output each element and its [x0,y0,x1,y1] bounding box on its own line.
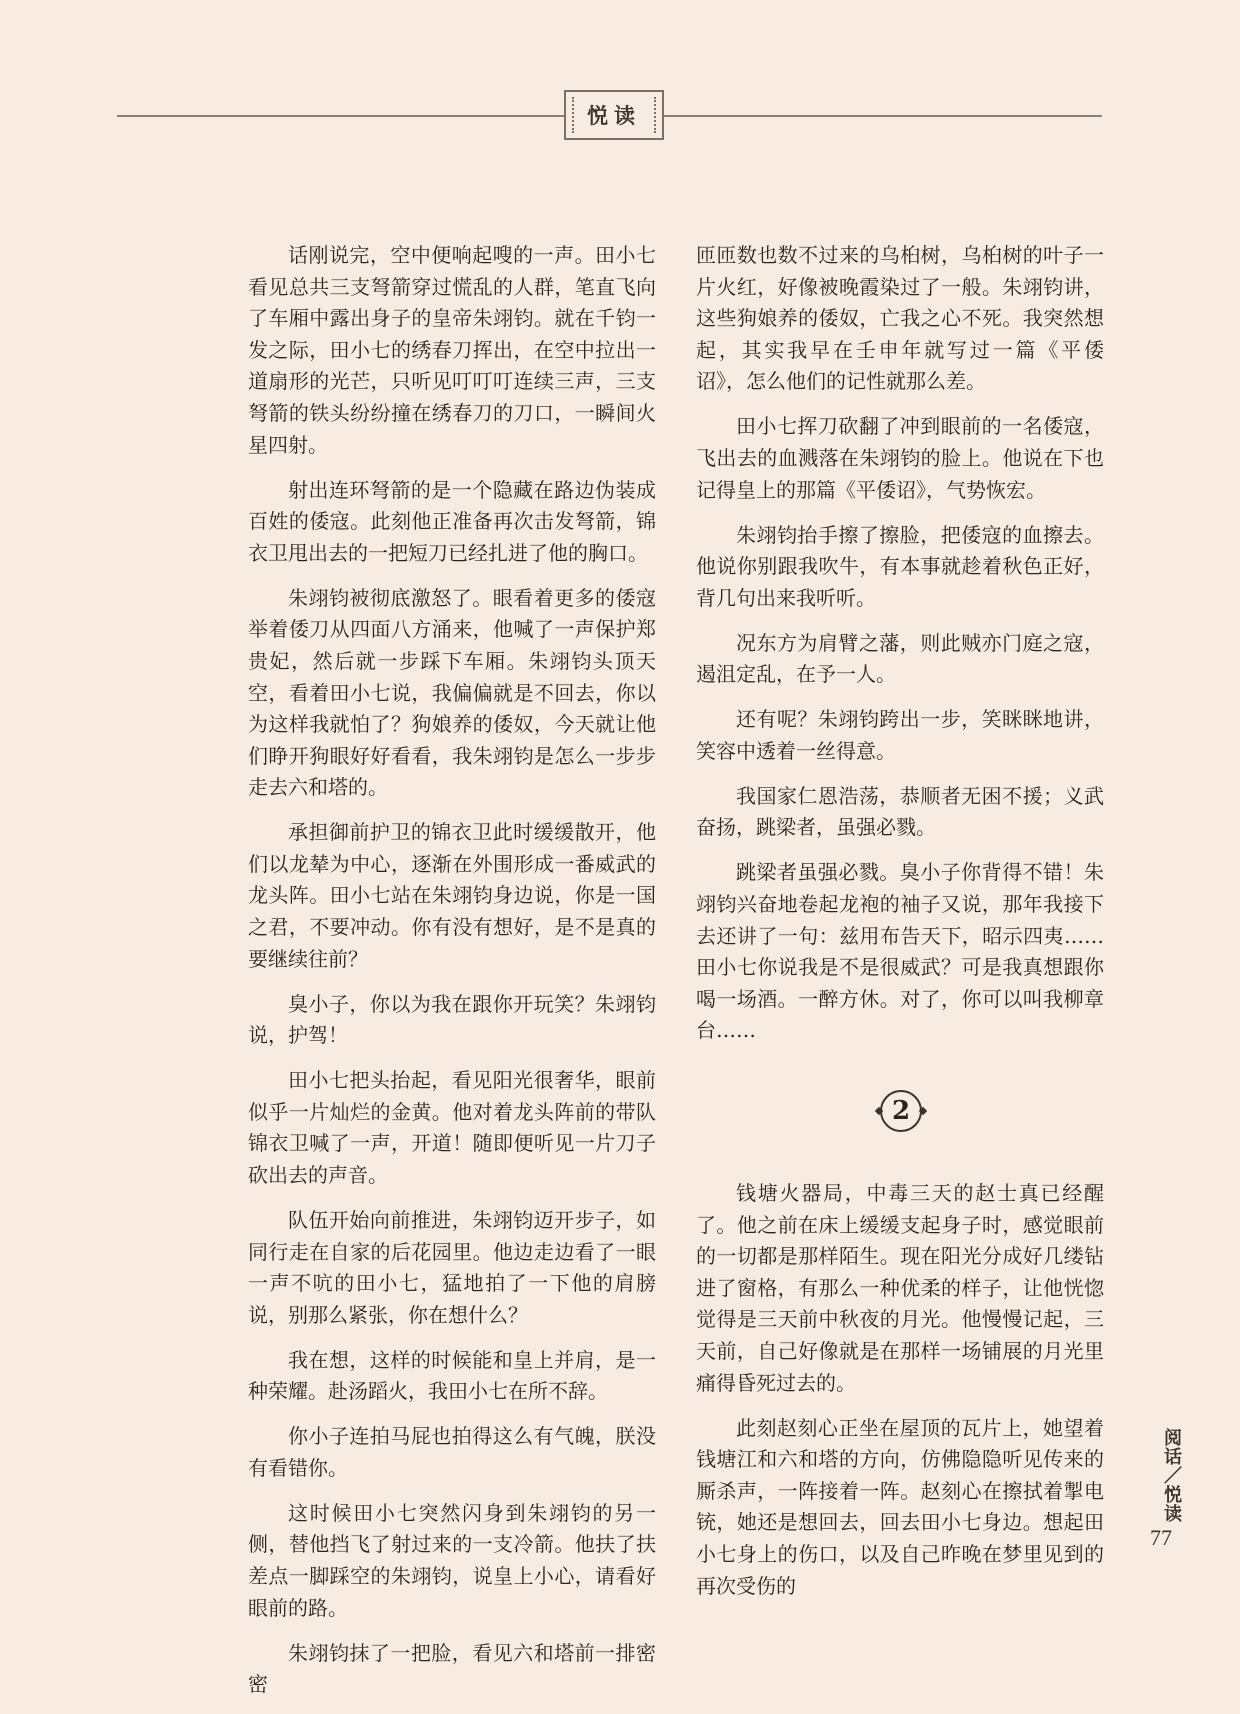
header-rule-right [664,115,1102,117]
paragraph: 臭小子，你以为我在跟你开玩笑？朱翊钧说，护驾！ [248,991,656,1048]
paragraph: 队伍开始向前推进，朱翊钧迈开步子，如同行走在自家的后花园里。他边走边看了一眼一声不吭的田小七，猛地拍了一下他的肩膀说，别那么紧张，你在想什么？ [248,1207,656,1327]
paragraph: 跳梁者虽强必戮。臭小子你背得不错！朱翊钧兴奋地卷起龙袍的袖子又说，那年我接下去还讲了一句：兹用布告天下，昭示四夷……田小七你说我是不是很威武？可是我真想跟你喝一场酒。一醉方休。对了，你可以叫我柳章台…… [696,860,1104,1043]
paragraph: 我国家仁恩浩荡，恭顺者无困不援；义武奋扬，跳梁者，虽强必戮。 [696,783,1104,840]
right-column-bottom [696,1178,1104,1616]
section-title: 悦读 [587,103,641,128]
section-number: 2 [891,1096,911,1126]
section-number-badge [880,1090,922,1132]
paragraph: 此刻赵刻心正坐在屋顶的瓦片上，她望着钱塘江和六和塔的方向，仿佛隐隐听见传来的厮杀声，一阵接着一阵。赵刻心在擦拭着掣电铳，她还是想回去，回去田小七身边。想起田小七身上的伤口，以及自己昨晚在梦里见到的再次受伤的 [696,1415,1104,1598]
left-column [248,240,656,1714]
paragraph: 我在想，这样的时候能和皇上并肩，是一种荣耀。赴汤蹈火，我田小七在所不辞。 [248,1347,656,1404]
column-side-label: 阅话／悦读 [1161,1428,1182,1523]
paragraph: 你小子连拍马屁也拍得这么有气魄，朕没有看错你。 [248,1424,656,1480]
page-number: 77 [1150,1525,1172,1550]
paragraph: 况东方为肩臂之藩，则此贼亦门庭之寇，遏沮定乱，在予一人。 [696,630,1104,687]
paragraph: 田小七把头抬起，看见阳光很奢华，眼前似乎一片灿烂的金黄。他对着龙头阵前的带队锦衣卫喊了一声，开道！随即便听见一片刀子砍出去的声音。 [248,1068,656,1187]
paragraph: 匝匝数也数不过来的乌桕树，乌桕树的叶子一片火红，好像被晚霞染过了一般。朱翊钧讲，这些狗娘养的倭奴，亡我之心不死。我突然想起，其实我早在壬申年就写过一篇《平倭诏》，怎么他们的记性就那么差。 [696,243,1104,394]
paragraph: 还有呢？朱翊钧跨出一步，笑眯眯地讲，笑容中透着一丝得意。 [696,707,1104,763]
paragraph: 钱塘火器局，中毒三天的赵士真已经醒了。他之前在床上缓缓支起身子时，感觉眼前的一切都是那样陌生。现在阳光分成好几缕钻进了窗格，有那么一种优柔的样子，让他恍惚觉得是三天前中秋夜的月光。他慢慢记起，三天前，自己好像就是在那样一场铺展的月光里痛得昏死过去的。 [696,1181,1104,1395]
paragraph: 这时候田小七突然闪身到朱翊钧的另一侧，替他挡飞了射过来的一支冷箭。他扶了扶差点一脚踩空的朱翊钧，说皇上小心，请看好眼前的路。 [248,1500,656,1620]
header-rule-left [117,115,564,117]
paragraph: 朱翊钧抬手擦了擦脸，把倭寇的血擦去。他说你别跟我吹牛，有本事就趁着秋色正好，背几句出来我听听。 [696,522,1104,610]
right-column-top [696,240,1104,1060]
paragraph: 话刚说完，空中便响起嗖的一声。田小七看见总共三支弩箭穿过慌乱的人群，笔直飞向了车厢中露出身子的皇帝朱翊钧。就在千钧一发之际，田小七的绣春刀挥出，在空中拉出一道扇形的光芒，只听见叮叮叮连续三声，三支弩箭的铁头纷纷撞在绣春刀的刀口，一瞬间火星四射。 [248,243,656,457]
paragraph: 朱翊钧被彻底激怒了。眼看着更多的倭寇举着倭刀从四面八方涌来，他喊了一声保护郑贵妃，然后就一步踩下车厢。朱翊钧头顶天空，看着田小七说，我偏偏就是不回去，你以为这样我就怕了？狗娘养的倭奴，今天就让他们睁开狗眼好好看看，我朱翊钧是怎么一步步走去六和塔的。 [248,585,656,800]
paragraph: 射出连环弩箭的是一个隐藏在路边伪装成百姓的倭寇。此刻他正准备再次击发弩箭，锦衣卫甩出去的一把短刀已经扎进了他的胸口。 [248,477,656,565]
paragraph: 田小七挥刀砍翻了冲到眼前的一名倭寇，飞出去的血溅落在朱翊钧的脸上。他说在下也记得皇上的那篇《平倭诏》，气势恢宏。 [696,414,1104,502]
paragraph: 朱翊钧抹了一把脸，看见六和塔前一排密密 [248,1640,656,1697]
paragraph: 承担御前护卫的锦衣卫此时缓缓散开，他们以龙辇为中心，逐渐在外围形成一番威武的龙头阵。田小七站在朱翊钧身边说，你是一国之君，不要冲动。你有没有想好，是不是真的要继续往前？ [248,820,656,971]
section-header-box [564,90,664,140]
